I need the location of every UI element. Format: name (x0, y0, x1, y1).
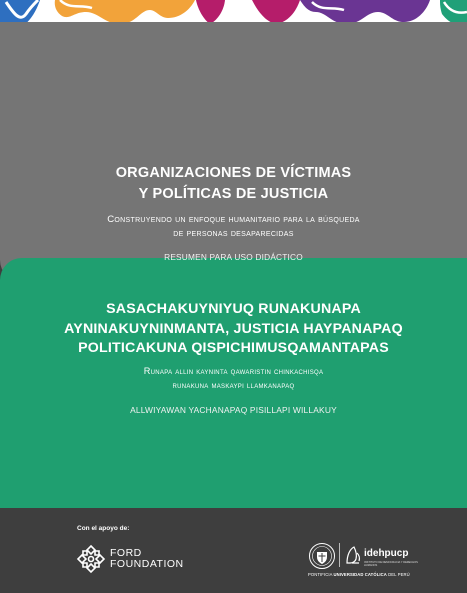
quechua-summary-note: ALLWIYAWAN YACHANAPAQ PISILLAPI WILLAKUY (130, 405, 337, 415)
magenta-ribbon-left (196, 0, 225, 24)
pucp-bold-name: UNIVERSIDAD CATÓLICA (333, 572, 387, 577)
quechua-title (0, 300, 467, 359)
spanish-subtitle (0, 213, 467, 240)
pucp-prefix: PONTIFICIA (308, 572, 334, 577)
spanish-title-line-2: Y POLÍTICAS DE JUSTICIA (138, 186, 329, 202)
quechua-title-line-2: AYNINAKUYNINMANTA, JUSTICIA HAYPANAPAQ (64, 320, 403, 337)
quechua-subtitle-line-1: Runapa allin kayninta qawaristin chinkachisqa (143, 366, 324, 376)
spanish-summary-note: RESUMEN PARA USO DIDÁCTICO (164, 252, 303, 262)
pucp-seal-icon (308, 542, 336, 570)
ford-wordmark-line-1: FORD (110, 547, 142, 559)
ford-foundation-wordmark (110, 548, 184, 570)
purple-ribbon (300, 0, 430, 24)
support-label: Con el apoyo de: (77, 525, 130, 532)
pucp-suffix: DEL PERÚ (386, 572, 410, 577)
quechua-title-line-3: POLITICAKUNA QISPICHIMUSQAMANTAPAS (78, 340, 389, 356)
idehpucp-emblem-icon (344, 545, 362, 565)
spanish-title-line-1: ORGANIZACIONES DE VÍCTIMAS (115, 165, 352, 181)
orange-ribbon (55, 0, 195, 24)
magenta-ribbon-right (252, 0, 300, 24)
spanish-subtitle-line-1: Construyendo un enfoque humanitario para la búsqueda (107, 214, 360, 225)
quechua-subtitle (0, 365, 467, 392)
idehpucp-tagline: INSTITUTO DE DEMOCRACIA Y DERECHOS HUMANOS (364, 561, 418, 567)
ford-foundation-logo-icon (76, 544, 106, 574)
ford-wordmark-line-2: FOUNDATION (110, 558, 184, 570)
spanish-subtitle-line-2: de personas desaparecidas (173, 227, 294, 239)
logo-divider (339, 543, 340, 567)
idehpucp-wordmark: idehpucp (364, 548, 409, 559)
spanish-title-panel (0, 22, 467, 282)
spanish-title (0, 163, 467, 205)
quechua-title-line-1: SASACHAKUYNIYUQ RUNAKUNAPA (106, 301, 361, 317)
quechua-subtitle-line-2: runakuna maskaypi llamkanapaq (172, 379, 295, 390)
pucp-university-name (308, 572, 410, 577)
